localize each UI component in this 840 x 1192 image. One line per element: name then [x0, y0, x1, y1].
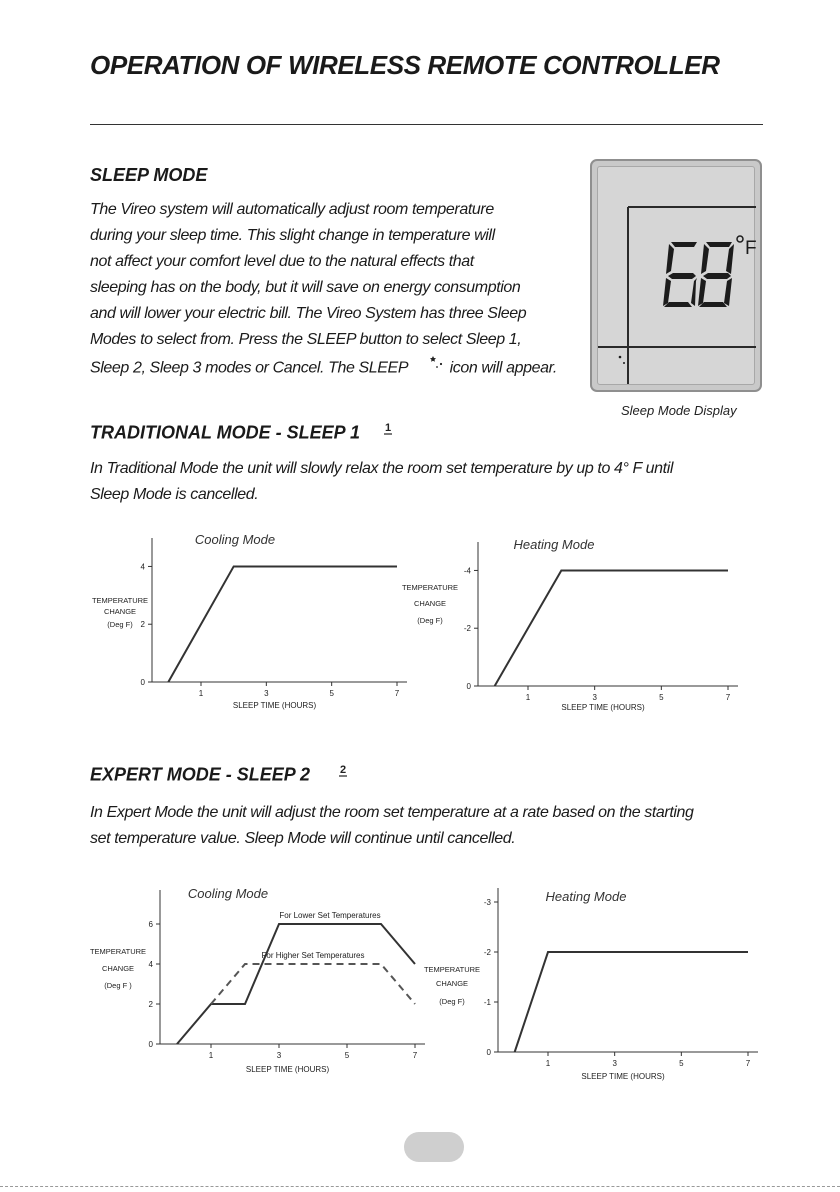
y-axis-label: (Deg F) — [417, 616, 443, 625]
y-tick-label: 4 — [140, 562, 145, 572]
y-axis-label: TEMPERATURE — [89, 947, 147, 956]
y-tick-label: -2 — [483, 948, 491, 957]
x-tick-label: 7 — [725, 693, 731, 702]
sleep-line-7-after: icon will appear. — [449, 359, 557, 377]
y-tick-label: 6 — [148, 920, 153, 929]
sleep-line-7-before: Sleep 2, Sleep 3 modes or Cancel. The SLEEP — [90, 359, 408, 377]
chart-title: Heating Mode — [513, 537, 595, 552]
x-tick-label: 7 — [394, 689, 400, 698]
y-axis-label: CHANGE — [435, 979, 469, 988]
x-tick-label: 5 — [329, 689, 334, 698]
y-axis-label: TEMPERATURE — [423, 965, 481, 974]
y-tick-label: 4 — [148, 960, 153, 969]
sleep-line-3: not affect your comfort level due to the natural effects that — [90, 253, 474, 270]
title-divider — [90, 124, 763, 125]
page-title: OPERATION OF WIRELESS REMOTE CONTROLLER — [90, 50, 720, 80]
y-axis-label: TEMPERATURE — [91, 596, 149, 605]
x-tick-label: 3 — [264, 689, 269, 698]
x-axis-label: SLEEP TIME (HOURS) — [581, 1072, 665, 1081]
x-tick-label: 1 — [208, 1051, 214, 1060]
expert-cooling-chart — [80, 882, 425, 1087]
series-line — [177, 924, 415, 1044]
y-tick-label: 0 — [486, 1048, 491, 1057]
y-tick-label: -1 — [483, 998, 491, 1007]
sleep-line-1: The Vireo system will automatically adjust room temperature — [90, 201, 494, 218]
traditional-heading-row — [90, 420, 398, 449]
series-label: For Higher Set Temperatures — [261, 951, 365, 960]
x-tick-label: 5 — [344, 1051, 350, 1060]
chart-title: Cooling Mode — [187, 886, 269, 901]
expert-line-2: set temperature value. Sleep Mode will continue until cancelled. — [90, 830, 516, 847]
x-tick-label: 5 — [679, 1059, 684, 1068]
sleep-mode-display — [590, 159, 762, 392]
traditional-heading: TRADITIONAL MODE - SLEEP 1 — [90, 422, 361, 443]
display-unit-glyph: F — [745, 238, 757, 259]
series-label: For Lower Set Temperatures — [279, 911, 381, 920]
x-tick-label: 5 — [659, 693, 664, 702]
x-tick-label: 7 — [412, 1051, 418, 1060]
chart-title: Cooling Mode — [194, 532, 276, 547]
traditional-description — [90, 456, 770, 508]
y-tick-label: 2 — [148, 1000, 153, 1009]
y-axis-label: CHANGE — [103, 607, 137, 616]
series-line — [495, 570, 728, 686]
expert-heating-chart — [420, 884, 760, 1089]
y-tick-label: -4 — [463, 566, 471, 576]
sleep-mode-heading: SLEEP MODE — [90, 165, 208, 185]
y-axis-label: (Deg F ) — [104, 981, 132, 990]
x-tick-label: 1 — [525, 693, 531, 702]
y-tick-label: 0 — [466, 682, 471, 691]
bottom-dashed-edge — [0, 1186, 840, 1187]
y-tick-label: -3 — [483, 898, 491, 907]
traditional-line-2: Sleep Mode is cancelled. — [90, 486, 259, 503]
sleep-line-5: and will lower your electric bill. The Vireo System has three Sleep — [90, 305, 527, 322]
sleep-line-7 — [90, 353, 560, 384]
x-axis-label: SLEEP TIME (HOURS) — [245, 1065, 330, 1074]
moon-stars-icon — [412, 353, 446, 384]
expert-heading: EXPERT MODE - SLEEP 2 — [90, 764, 311, 785]
y-axis-label: TEMPERATURE — [401, 583, 459, 592]
display-caption: Sleep Mode Display — [621, 403, 737, 418]
y-tick-label: 0 — [140, 678, 145, 687]
moon-2-icon — [325, 762, 353, 791]
y-tick-label: 0 — [148, 1040, 153, 1049]
y-axis-label: (Deg F) — [439, 997, 465, 1006]
y-tick-label: -2 — [463, 624, 471, 634]
traditional-cooling-chart — [80, 528, 410, 723]
lcd-screen — [597, 166, 755, 385]
page-number-badge — [404, 1132, 464, 1162]
traditional-line-1: In Traditional Mode the unit will slowly relax the room set temperature by up to 4° F until — [90, 460, 674, 477]
moon-2-digit: 2 — [339, 764, 346, 776]
x-axis-label: SLEEP TIME (HOURS) — [561, 703, 645, 712]
x-tick-label: 1 — [545, 1059, 551, 1068]
sleep-line-6: Modes to select from. Press the SLEEP button to select Sleep 1, — [90, 331, 522, 348]
x-tick-label: 3 — [276, 1051, 282, 1060]
sleep-line-4: sleeping has on the body, but it will save on energy consumption — [90, 279, 521, 296]
expert-heading-row — [90, 762, 353, 791]
x-tick-label: 3 — [612, 1059, 617, 1068]
series-line — [515, 952, 748, 1052]
traditional-heating-chart — [400, 532, 740, 727]
x-tick-label: 1 — [198, 689, 204, 698]
sleep-mode-description — [90, 197, 560, 384]
y-axis-label: CHANGE — [413, 599, 447, 608]
moon-1-icon — [370, 420, 398, 449]
x-axis-label: SLEEP TIME (HOURS) — [232, 701, 317, 710]
x-tick-label: 3 — [592, 693, 597, 702]
expert-line-1: In Expert Mode the unit will adjust the room set temperature at a rate based on the starting — [90, 804, 694, 821]
moon-1-digit: 1 — [385, 422, 392, 434]
expert-description — [90, 800, 780, 852]
y-axis-label: CHANGE — [101, 964, 135, 973]
series-line — [211, 964, 415, 1004]
x-tick-label: 7 — [745, 1059, 751, 1068]
y-axis-label: (Deg F) — [107, 620, 133, 629]
chart-title: Heating Mode — [545, 889, 627, 904]
series-line — [168, 566, 397, 682]
y-tick-label: 2 — [140, 620, 145, 630]
sleep-line-2: during your sleep time. This slight change in temperature will — [90, 227, 495, 244]
